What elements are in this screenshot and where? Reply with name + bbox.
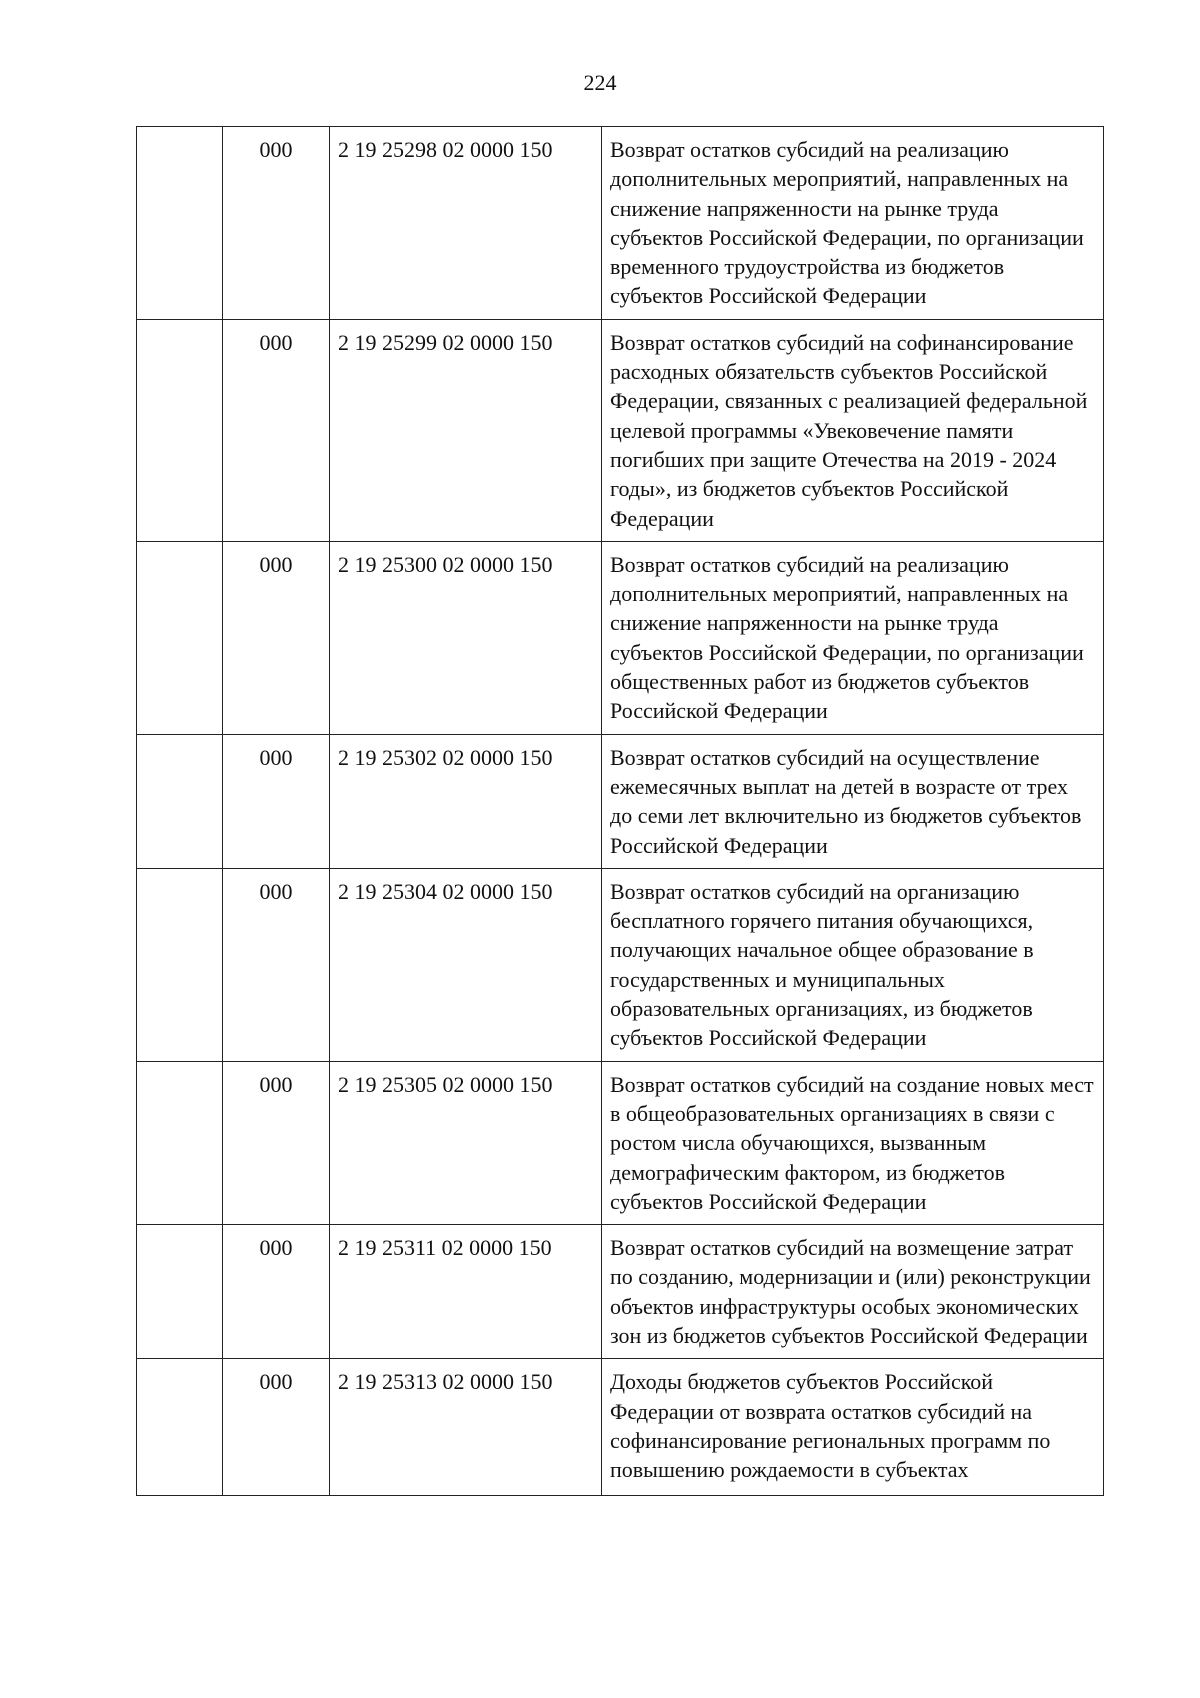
budget-code-cell: 2 19 25298 02 0000 150 (330, 127, 602, 320)
budget-code-cell: 2 19 25313 02 0000 150 (330, 1359, 602, 1496)
admin-code-cell: 000 (223, 1061, 330, 1224)
blank-cell (137, 319, 223, 541)
income-name-cell: Возврат остатков субсидий на софинансирование расходных обязательств субъектов Российской Федерации, связанных с реализацией федеральной целевой программы «Увековечение памяти погибших при защите Отечества на 2019 - 2024 годы», из бюджетов субъектов Российской Федерации (602, 319, 1104, 541)
income-name-cell: Возврат остатков субсидий на возмещение затрат по созданию, модернизации и (или) реконструкции объектов инфраструктуры особых экономических зон из бюджетов субъектов Российской Федерации (602, 1225, 1104, 1359)
budget-code-cell: 2 19 25311 02 0000 150 (330, 1225, 602, 1359)
income-name-cell: Возврат остатков субсидий на создание новых мест в общеобразовательных организациях в связи с ростом числа обучающихся, вызванным демографическим фактором, из бюджетов субъектов Российской Федерации (602, 1061, 1104, 1224)
income-name-cell: Возврат остатков субсидий на осуществление ежемесячных выплат на детей в возрасте от трех до семи лет включительно из бюджетов субъектов Российской Федерации (602, 734, 1104, 868)
admin-code-cell: 000 (223, 127, 330, 320)
table-row (137, 1225, 1104, 1359)
budget-code-cell: 2 19 25304 02 0000 150 (330, 868, 602, 1061)
table-row (137, 734, 1104, 868)
blank-cell (137, 541, 223, 734)
table-row (137, 1061, 1104, 1224)
table-row (137, 127, 1104, 320)
blank-cell (137, 1061, 223, 1224)
admin-code-cell: 000 (223, 734, 330, 868)
admin-code-cell: 000 (223, 868, 330, 1061)
admin-code-cell: 000 (223, 541, 330, 734)
budget-code-cell: 2 19 25302 02 0000 150 (330, 734, 602, 868)
blank-cell (137, 1359, 223, 1496)
budget-classification-table (136, 126, 1104, 1496)
admin-code-cell: 000 (223, 1359, 330, 1496)
blank-cell (137, 734, 223, 868)
budget-code-cell: 2 19 25300 02 0000 150 (330, 541, 602, 734)
income-name-cell: Доходы бюджетов субъектов Российской Федерации от возврата остатков субсидий на софинансирование региональных программ по повышению рождаемости в субъектах (602, 1359, 1104, 1496)
table-row (137, 541, 1104, 734)
admin-code-cell: 000 (223, 1225, 330, 1359)
budget-code-cell: 2 19 25305 02 0000 150 (330, 1061, 602, 1224)
table-row (137, 1359, 1104, 1496)
income-name-cell: Возврат остатков субсидий на реализацию дополнительных мероприятий, направленных на снижение напряженности на рынке труда субъектов Российской Федерации, по организации временного трудоустройства из бюджетов субъектов Российской Федерации (602, 127, 1104, 320)
income-name-cell: Возврат остатков субсидий на организацию бесплатного горячего питания обучающихся, получающих начальное общее образование в государственных и муниципальных образовательных организациях, из бюджетов субъектов Российской Федерации (602, 868, 1104, 1061)
page-number: 224 (583, 70, 617, 95)
budget-code-cell: 2 19 25299 02 0000 150 (330, 319, 602, 541)
admin-code-cell: 000 (223, 319, 330, 541)
blank-cell (137, 868, 223, 1061)
blank-cell (137, 127, 223, 320)
table-row (137, 319, 1104, 541)
income-name-cell: Возврат остатков субсидий на реализацию дополнительных мероприятий, направленных на снижение напряженности на рынке труда субъектов Российской Федерации, по организации общественных работ из бюджетов субъектов Российской Федерации (602, 541, 1104, 734)
blank-cell (137, 1225, 223, 1359)
table-row (137, 868, 1104, 1061)
